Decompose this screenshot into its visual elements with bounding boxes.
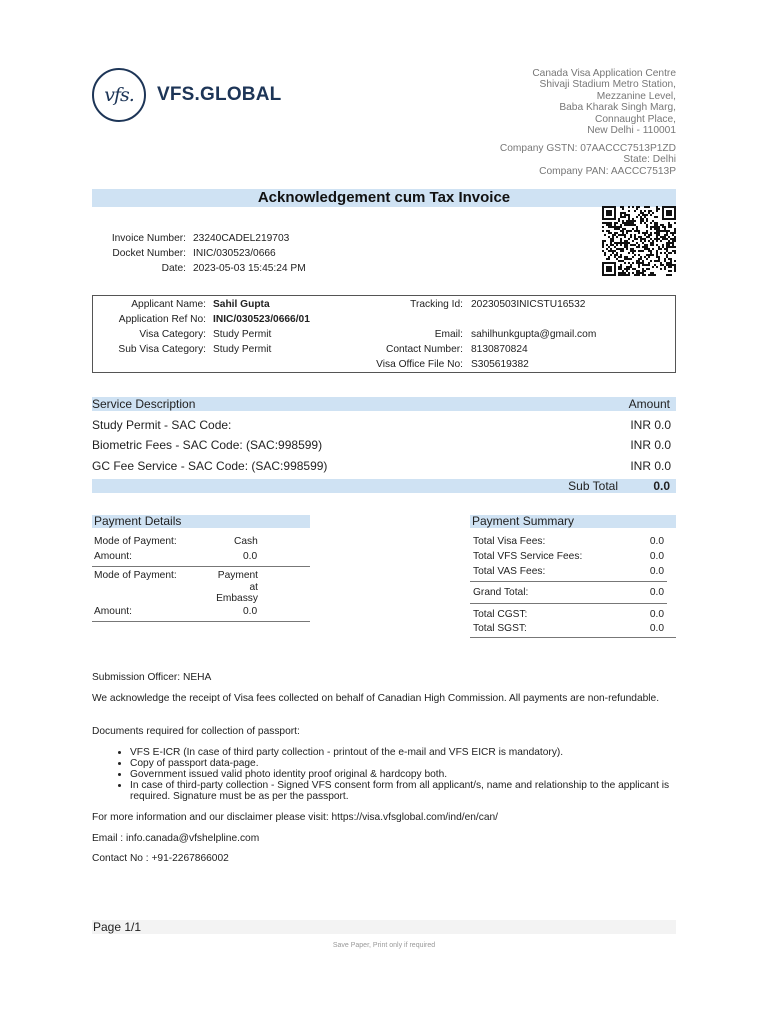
subtotal-value: 0.0 xyxy=(653,479,670,493)
page-number: Page 1/1 xyxy=(93,920,142,934)
divider xyxy=(470,637,676,638)
address-line: Connaught Place, xyxy=(595,113,676,125)
document-item: • VFS E-ICR (In case of third party collection - printout of the e-mail and VFS EICR is mandatory). xyxy=(130,747,676,758)
amount-header: Amount xyxy=(628,397,670,411)
total-visa-fees: 0.0 xyxy=(649,536,664,547)
grand-total: 0.0 xyxy=(649,587,664,598)
application-ref-label: Application Ref No: xyxy=(118,314,206,325)
visa-category-label: Visa Category: xyxy=(139,329,206,340)
divider xyxy=(470,603,667,604)
service-description: Study Permit - SAC Code: xyxy=(92,418,232,432)
service-amount: INR 0.0 xyxy=(630,438,671,452)
address-line: Baba Kharak Singh Marg, xyxy=(559,102,676,114)
payment-summary-header xyxy=(470,515,676,528)
service-description: Biometric Fees - SAC Code: (SAC:998599) xyxy=(92,438,323,452)
total-vfs-fees: 0.0 xyxy=(649,551,664,562)
centre-address xyxy=(532,68,676,136)
address-line: Canada Visa Application Centre xyxy=(532,68,676,79)
address-line: New Delhi - 110001 xyxy=(587,125,676,137)
sub-visa-category: Study Permit xyxy=(213,344,272,355)
divider xyxy=(470,581,667,582)
invoice-date-label: Date: xyxy=(161,263,186,274)
address-line: Shivaji Stadium Metro Station, xyxy=(539,79,676,91)
payment-details-header xyxy=(92,515,310,528)
support-contact: Contact No : +91-2267866002 xyxy=(92,853,229,864)
document-item: • In case of third-party collection - Signed VFS consent form from all applicant/s, name and relationship to the applicant is required. Signature must be as per the passport. xyxy=(130,780,676,802)
grand-total-label: Grand Total: xyxy=(473,587,529,598)
docket-number-label: Docket Number: xyxy=(112,248,186,259)
divider xyxy=(92,621,310,622)
vfs-logo-icon xyxy=(92,68,146,122)
brand-name: VFS.GLOBAL xyxy=(157,84,282,105)
sub-visa-category-label: Sub Visa Category: xyxy=(118,344,206,355)
tracking-id-label: Tracking Id: xyxy=(410,299,463,310)
document-title: Acknowledgement cum Tax Invoice xyxy=(92,189,676,207)
contact-number-label: Contact Number: xyxy=(385,344,463,355)
total-sgst: 0.0 xyxy=(649,623,664,634)
applicant-email: sahilhunkgupta@gmail.com xyxy=(471,329,597,340)
more-info-text: For more information and our disclaimer please visit: https://visa.vfsglobal.com/ind/en/can/ xyxy=(92,812,498,823)
subtotal-label: Sub Total xyxy=(568,479,618,493)
service-description: GC Fee Service - SAC Code: (SAC:998599) xyxy=(92,459,328,473)
docket-number: INIC/030523/0666 xyxy=(193,248,276,259)
service-amount: INR 0.0 xyxy=(630,459,671,473)
service-description-header: Service Description xyxy=(92,397,196,411)
applicant-name-label: Applicant Name: xyxy=(131,299,206,310)
invoice-number: 23240CADEL219703 xyxy=(193,233,290,244)
address-line: Mezzanine Level, xyxy=(596,90,676,102)
mode-of-payment-label: Mode of Payment: xyxy=(94,570,177,581)
payment-amount: 0.0 xyxy=(243,551,258,562)
qr-code-icon xyxy=(602,206,676,276)
invoice-number-label: Invoice Number: xyxy=(111,233,186,244)
documents-title: Documents required for collection of passport: xyxy=(92,726,300,737)
mode-of-payment: Cash xyxy=(234,536,258,547)
document-item: • Government issued valid photo identity proof original & hardcopy both. xyxy=(130,769,676,780)
contact-number: 8130870824 xyxy=(471,344,528,355)
visa-category: Study Permit xyxy=(213,329,272,340)
invoice-date: 2023-05-03 15:45:24 PM xyxy=(193,263,306,274)
payment-details-title: Payment Details xyxy=(94,514,182,528)
mode-line: Embassy xyxy=(216,593,258,604)
company-state: State: Delhi xyxy=(623,154,676,166)
tracking-id: 20230503INICSTU16532 xyxy=(471,299,586,310)
company-gstn: Company GSTN: 07AACCC7513P1ZD xyxy=(499,143,676,154)
application-ref: INIC/030523/0666/01 xyxy=(213,314,310,325)
applicant-name: Sahil Gupta xyxy=(213,299,270,310)
visa-office-file-label: Visa Office File No: xyxy=(376,359,463,370)
company-info xyxy=(500,143,676,177)
service-table-header xyxy=(92,397,676,411)
total-visa-fees-label: Total Visa Fees: xyxy=(473,536,546,547)
payment-amount: 0.0 xyxy=(243,606,258,617)
mode-of-payment xyxy=(216,570,258,605)
company-pan: Company PAN: AACCC7513P xyxy=(539,165,676,177)
payment-summary-title: Payment Summary xyxy=(472,514,575,528)
submission-officer: Submission Officer: NEHA xyxy=(92,672,212,683)
payment-amount-label: Amount: xyxy=(94,606,132,617)
email-label: Email: xyxy=(434,329,463,340)
total-vas-fees-label: Total VAS Fees: xyxy=(473,566,546,577)
payment-amount-label: Amount: xyxy=(94,551,132,562)
documents-list xyxy=(92,747,676,802)
visa-office-file-no: S305619382 xyxy=(471,359,529,370)
acknowledgement-text: We acknowledge the receipt of Visa fees collected on behalf of Canadian High Commission. All payments are non-refundable. xyxy=(92,693,660,704)
subtotal-row xyxy=(92,479,676,493)
total-vas-fees: 0.0 xyxy=(649,566,664,577)
save-paper-note: Save Paper, Print only if required xyxy=(332,942,436,949)
total-vfs-fees-label: Total VFS Service Fees: xyxy=(473,551,583,562)
document-item: • Copy of passport data-page. xyxy=(130,758,676,769)
total-cgst-label: Total CGST: xyxy=(473,609,528,620)
mode-line: at xyxy=(249,581,258,593)
divider xyxy=(92,566,310,567)
support-email: Email : info.canada@vfshelpline.com xyxy=(92,833,260,844)
mode-of-payment-label: Mode of Payment: xyxy=(94,536,177,547)
logo-mark: vfs. xyxy=(104,84,134,106)
page-number-bar xyxy=(92,920,676,934)
mode-line: Payment xyxy=(217,570,258,581)
service-amount: INR 0.0 xyxy=(630,418,671,432)
total-sgst-label: Total SGST: xyxy=(473,623,527,634)
total-cgst: 0.0 xyxy=(649,609,664,620)
